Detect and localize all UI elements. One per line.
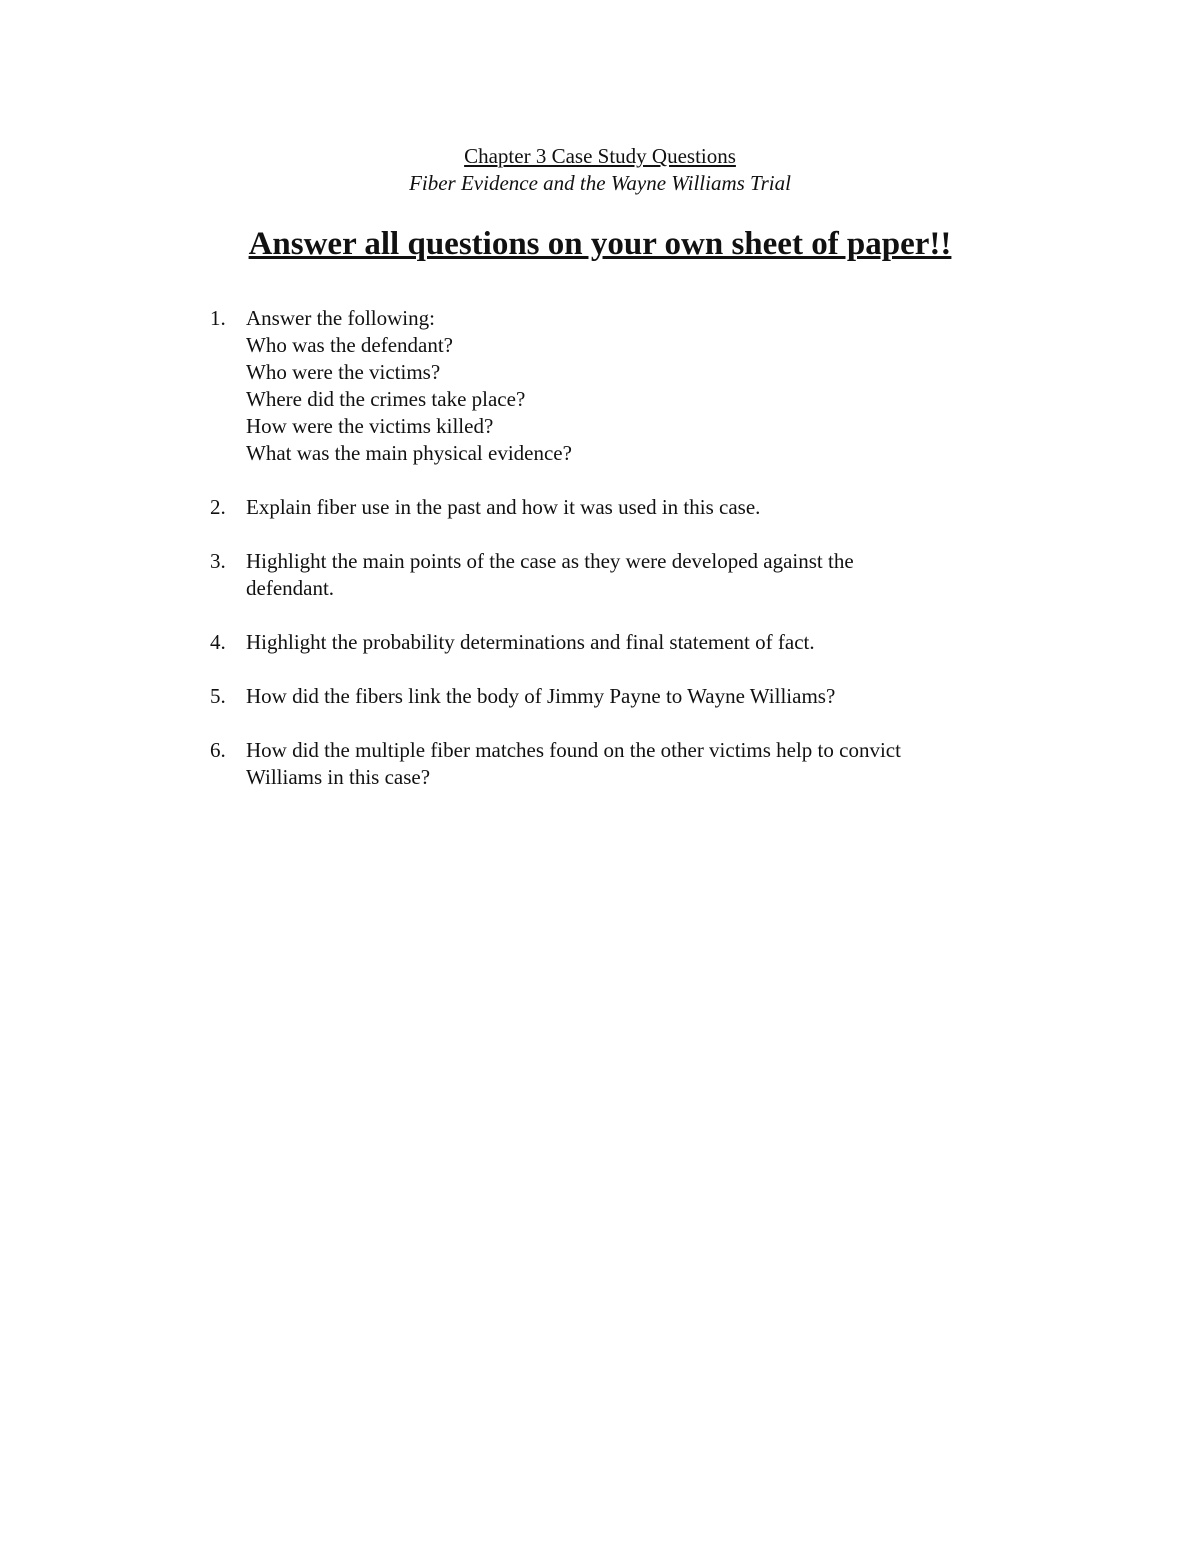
question-number: 1. <box>210 306 226 330</box>
question-line: How did the multiple fiber matches found on the other victims help to convict <box>246 738 901 762</box>
question-text <box>246 305 996 467</box>
question-line: How did the fibers link the body of Jimmy Payne to Wayne Williams? <box>246 684 836 708</box>
question-number: 5. <box>210 684 226 708</box>
question-line: Explain fiber use in the past and how it was used in this case. <box>246 495 761 519</box>
question-list <box>0 305 1200 818</box>
question-6 <box>0 737 1200 791</box>
question-line: Highlight the main points of the case as they were developed against the <box>246 549 854 573</box>
question-line: Williams in this case? <box>246 765 431 789</box>
question-text <box>246 683 996 710</box>
question-2 <box>0 494 1200 521</box>
instruction-heading: Answer all questions on your own sheet of paper!! <box>248 226 952 262</box>
question-line: How were the victims killed? <box>246 414 494 438</box>
question-line: defendant. <box>246 576 335 600</box>
question-text <box>246 629 996 656</box>
question-1 <box>0 305 1200 467</box>
question-line: Who were the victims? <box>246 360 441 384</box>
question-line: Who was the defendant? <box>246 333 453 357</box>
question-number: 6. <box>210 738 226 762</box>
question-line: Highlight the probability determinations and final statement of fact. <box>246 630 815 654</box>
question-text <box>246 548 996 602</box>
question-number: 3. <box>210 549 226 573</box>
document-subtitle: Fiber Evidence and the Wayne Williams Trial <box>409 171 791 195</box>
question-text <box>246 494 996 521</box>
document-title: Chapter 3 Case Study Questions <box>464 144 736 168</box>
question-line: Where did the crimes take place? <box>246 387 526 411</box>
question-4 <box>0 629 1200 656</box>
question-number: 2. <box>210 495 226 519</box>
question-line: What was the main physical evidence? <box>246 441 572 465</box>
question-text <box>246 737 996 791</box>
question-5 <box>0 683 1200 710</box>
question-3 <box>0 548 1200 602</box>
question-number: 4. <box>210 630 226 654</box>
question-line: Answer the following: <box>246 306 435 330</box>
